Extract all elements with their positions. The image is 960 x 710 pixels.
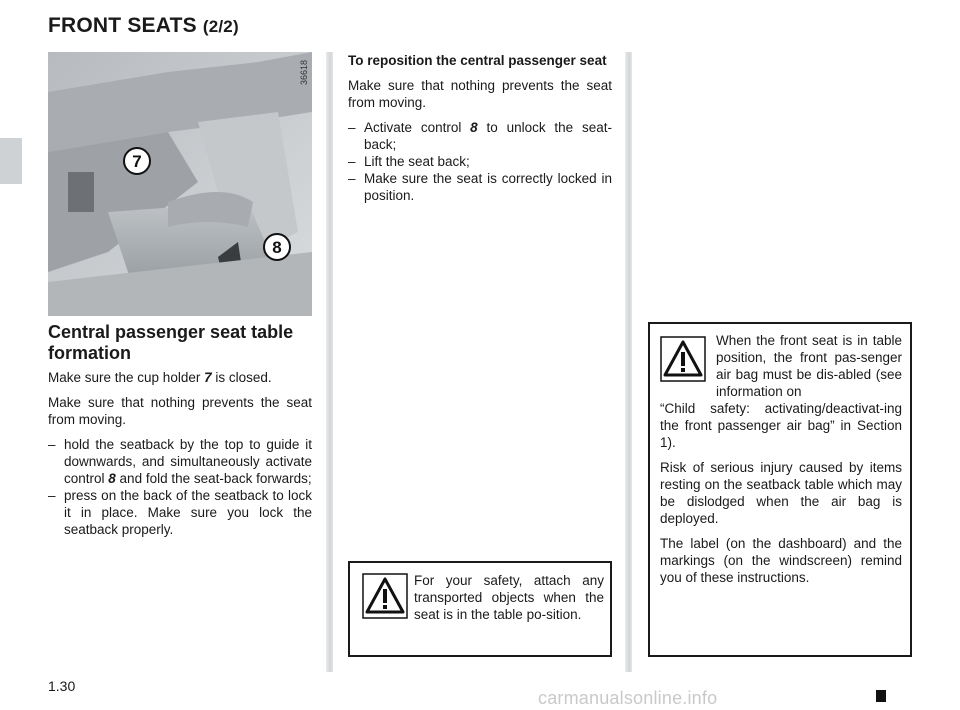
text-run: hold the seatback by the top to guide it downwards, and simultaneously activate control bbox=[64, 437, 312, 486]
reference-8: 8 bbox=[470, 120, 478, 135]
seat-movement-instruction: Make sure that nothing prevents the seat from moving. bbox=[348, 78, 612, 110]
page-title bbox=[48, 14, 239, 38]
middle-column-text bbox=[348, 52, 612, 204]
page-title-main: FRONT SEATS bbox=[48, 14, 197, 37]
list-item bbox=[48, 436, 312, 487]
label-reminder-text: The label (on the dashboard) and the markings (on the windscreen) remind you of these instructions. bbox=[660, 536, 902, 585]
airbag-warning-box bbox=[648, 322, 912, 657]
list-item bbox=[348, 119, 612, 153]
text-run: is closed. bbox=[211, 370, 272, 385]
reference-7: 7 bbox=[204, 370, 212, 385]
text-run: and fold the seat-back forwards; bbox=[115, 471, 312, 486]
warning-text: For your safety, attach any transported objects when the seat is in the table po-sition. bbox=[414, 573, 604, 622]
callout-7 bbox=[122, 146, 152, 176]
text-run: to unlock the seat-back; bbox=[364, 120, 612, 152]
seat-illustration bbox=[48, 52, 312, 316]
seat-illustration-drawing bbox=[48, 52, 312, 316]
text-run: Make sure the cup holder bbox=[48, 370, 205, 385]
airbag-intro: When the front seat is in table position, the front pas-senger air bag must be dis-abled (see information on bbox=[716, 333, 902, 399]
figure-code: 36618 bbox=[299, 60, 309, 86]
warning-body bbox=[660, 332, 902, 594]
column-divider bbox=[326, 52, 333, 672]
callout-8-label: 8 bbox=[272, 238, 282, 257]
injury-risk-text: Risk of serious injury caused by items resting on the seatback table which may be dislodged when the air bag is deployed. bbox=[660, 460, 902, 526]
warning-triangle-icon bbox=[362, 573, 408, 619]
page-title-part: (2/2) bbox=[202, 17, 239, 36]
list-item: – press on the back of the seatback to lock it in place. Make sure you lock the seatback properly. bbox=[48, 487, 312, 538]
page-end-marker bbox=[876, 690, 886, 702]
page-number: 1.30 bbox=[48, 678, 76, 694]
list-item: – Lift the seat back; bbox=[348, 153, 612, 170]
callout-8 bbox=[262, 232, 292, 262]
cup-holder-instruction bbox=[48, 369, 312, 386]
subsection-heading: To reposition the central passenger seat bbox=[348, 53, 607, 68]
section-heading: Central passenger seat table formation bbox=[48, 322, 294, 363]
reference-8: 8 bbox=[108, 471, 116, 486]
left-column-text bbox=[48, 369, 312, 538]
instruction-list bbox=[348, 119, 612, 204]
seat-movement-instruction: Make sure that nothing prevents the seat from moving. bbox=[48, 395, 312, 427]
column-divider bbox=[625, 52, 632, 672]
watermark: carmanualsonline.info bbox=[538, 688, 718, 708]
airbag-intro-cont: “Child safety: activating/deactivat-ing the front passenger air bag” in Section 1). bbox=[660, 401, 902, 450]
instruction-list bbox=[48, 436, 312, 538]
list-item: – Make sure the seat is correctly locked in position. bbox=[348, 170, 612, 204]
callout-7-label: 7 bbox=[132, 152, 142, 171]
text-run: Activate control bbox=[364, 120, 471, 135]
section-tab-marker bbox=[0, 138, 22, 184]
safety-warning-box bbox=[348, 561, 612, 657]
